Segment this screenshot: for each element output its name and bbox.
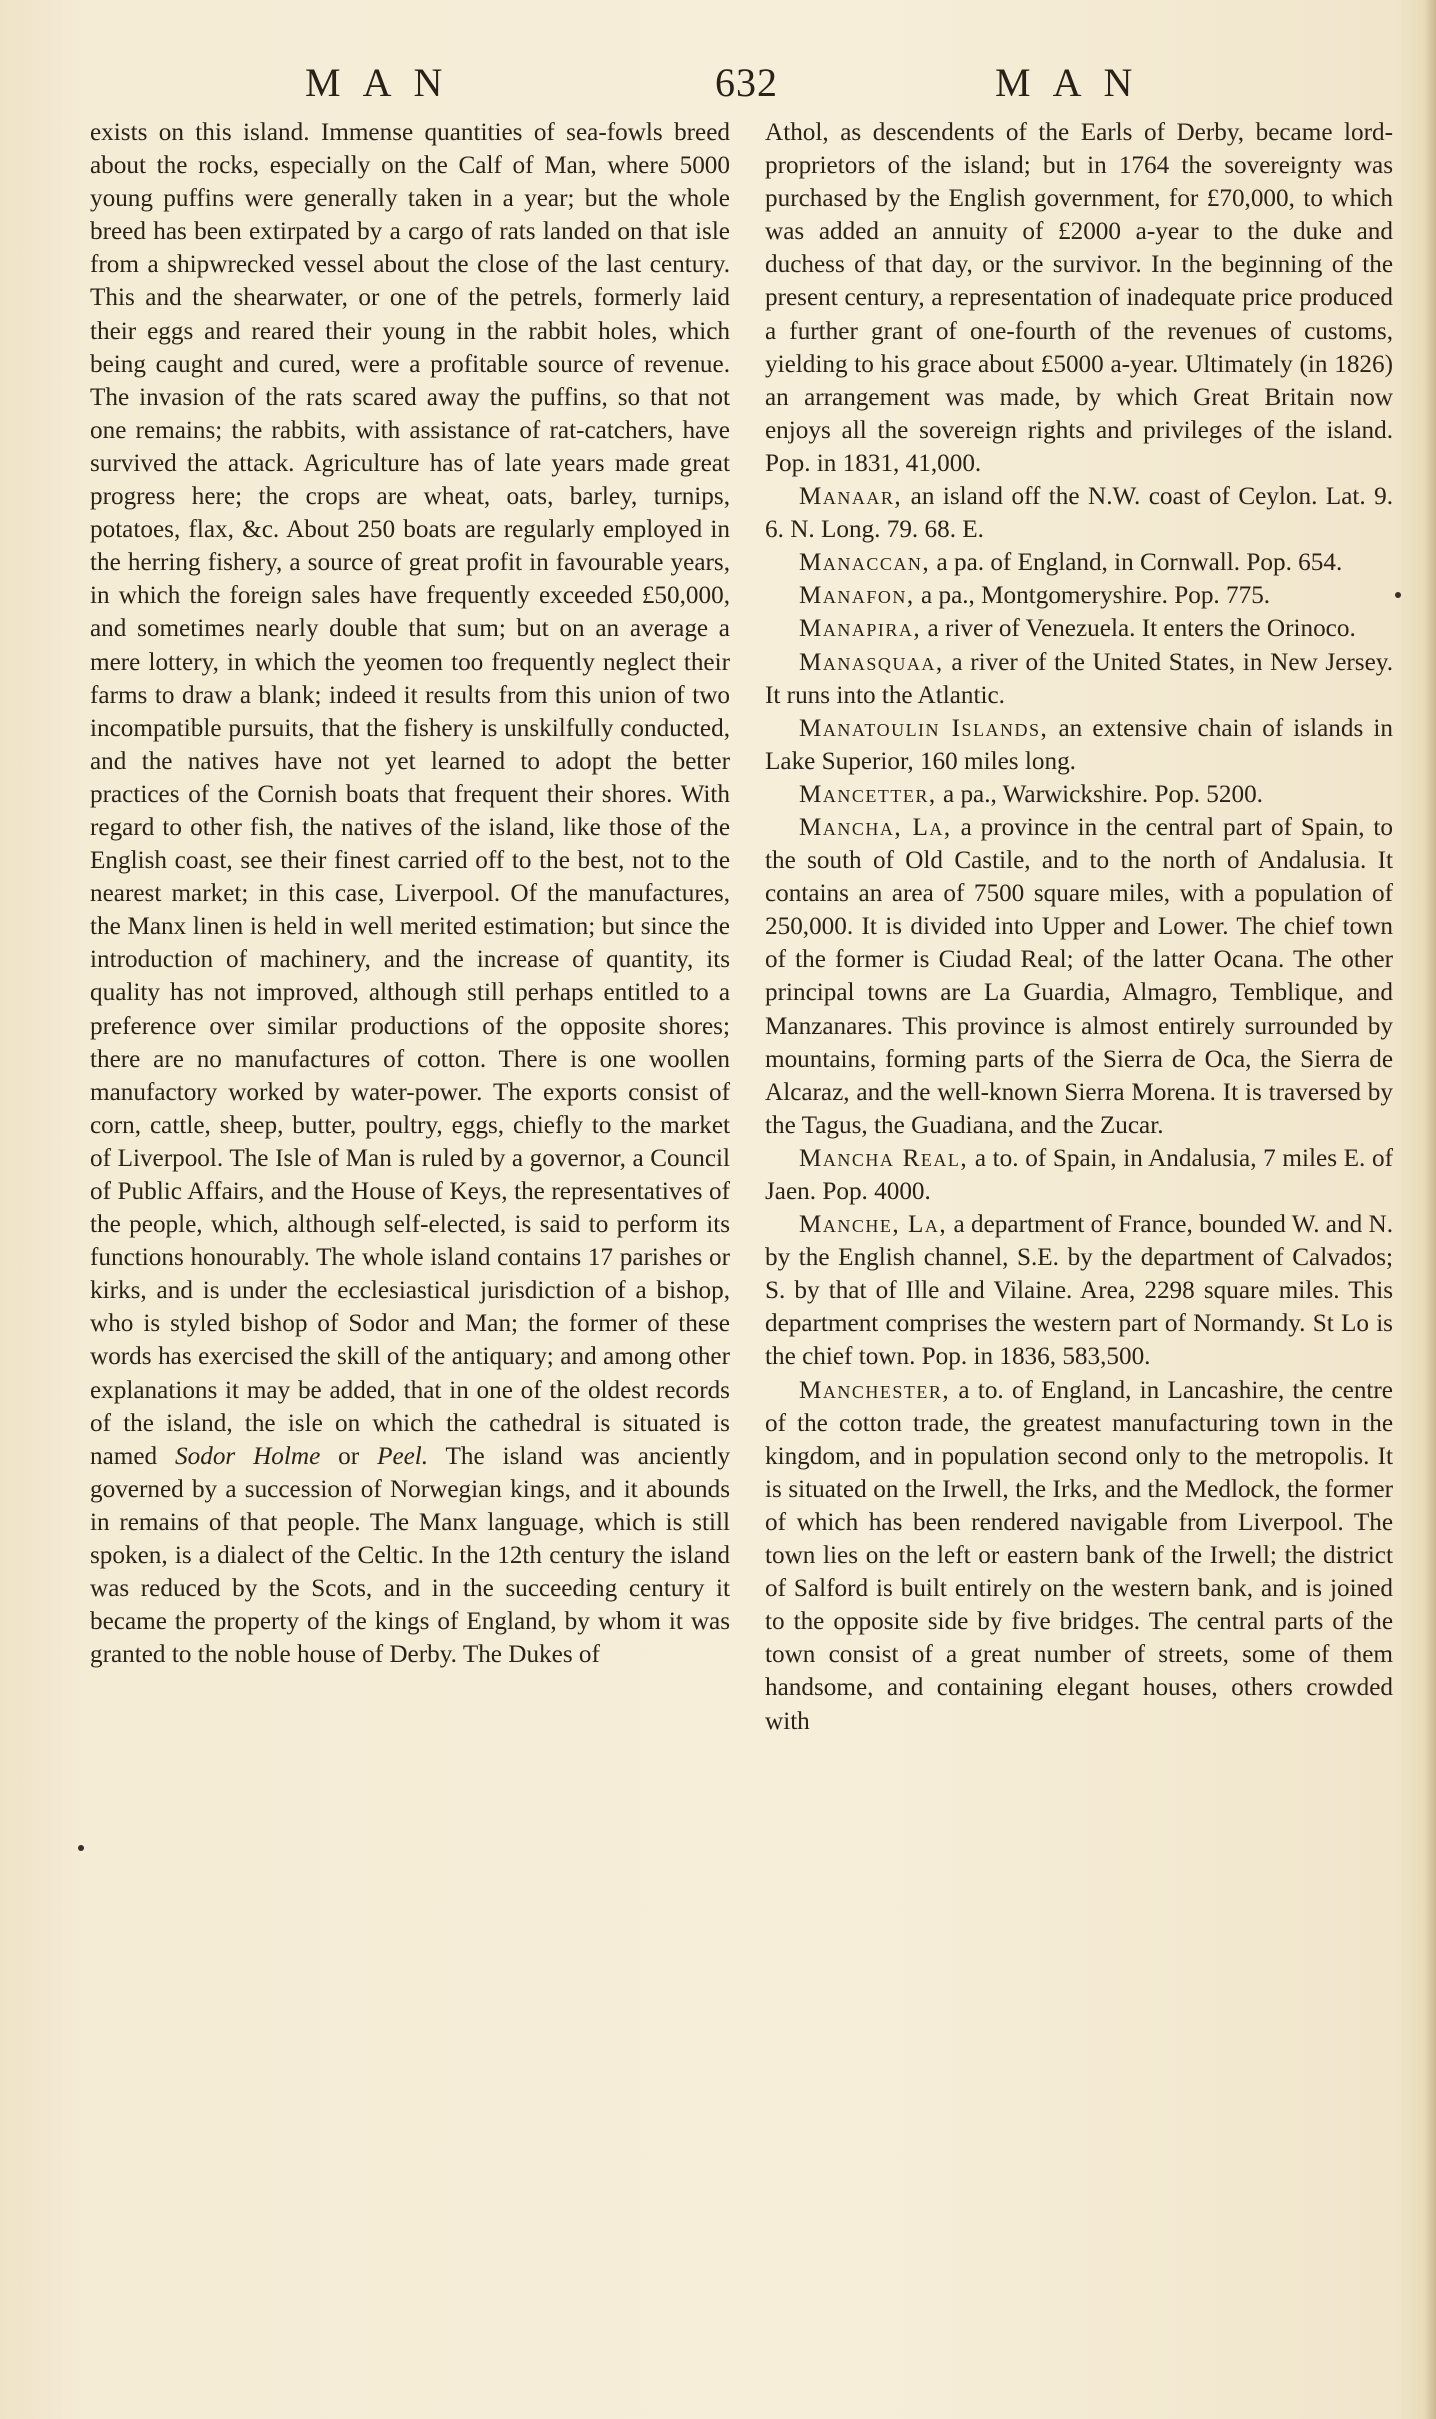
- entry-text: an extensive chain of islands in Lake Superior, 160 miles long.: [765, 714, 1393, 775]
- entry-text: a to. of England, in Lancashire, the centre of the cotton trade, the greatest manufacturing town in the kingdom, and in population second only to the metropolis. It is situated on the Irwell, the Irks, and the Medlock, the former of which has been rendered navigable from Liverpool. The town lies on the left or eastern bank of the Irwell; the district of Salford is built entirely on the western bank, and is joined to the opposite side by five bridges. The central parts of the town consist of a great number of streets, some of them handsome, and containing elegant houses, others crowded with: [765, 1376, 1393, 1735]
- page-edge-shadow: [1424, 0, 1436, 2419]
- gazetteer-entry: [765, 1374, 1393, 1738]
- entry-headword: Manatoulin Islands,: [799, 714, 1049, 742]
- gazetteer-entry: [765, 778, 1393, 811]
- entry-headword: Mancha, La,: [799, 813, 952, 841]
- entry-text: a pa., Montgomeryshire. Pop. 775.: [914, 582, 1271, 610]
- italic-term: Peel.: [377, 1442, 429, 1470]
- entry-text: a river of the United States, in New Jersey. It runs into the Atlantic.: [765, 648, 1393, 709]
- margin-dot: [1395, 592, 1401, 598]
- entry-text: a province in the central part of Spain, to the south of Old Castile, and to the north of Andalusia. It contains an area of 7500 square miles, with a population of 250,000. It is divided into Upper and Lower. The chief town of the former is Ciudad Real; of the latter Ocana. The other principal towns are La Guardia, Almagro, Temblique, and Manzanares. This province is almost entirely surrounded by mountains, forming parts of the Sierra de Oca, the Sierra de Alcaraz, and the well-known Sierra Morena. It is traversed by the Tagus, the Guadiana, and the Zucar.: [765, 813, 1393, 1139]
- gazetteer-entry: [765, 480, 1393, 546]
- entry-text: a pa. of England, in Cornwall. Pop. 654.: [930, 549, 1343, 577]
- gazetteer-entry: [765, 612, 1393, 645]
- gazetteer-entry: [765, 811, 1393, 1142]
- body-text: The island was anciently governed by a succession of Norwegian kings, and it abounds in remains of that people. The Manx language, which is still spoken, is a dialect of the Celtic. In the 12th century the island was reduced by the Scots, and in the succeeding century it became the property of the kings of England, by whom it was granted to the noble house of Derby. The Dukes of: [90, 1442, 731, 1669]
- header-left-word: MAN: [305, 60, 465, 105]
- running-header: [0, 58, 1436, 108]
- entry-headword: Mancha Real,: [799, 1144, 969, 1172]
- gazetteer-entry: [765, 579, 1393, 612]
- entry-text: a to. of Spain, in Andalusia, 7 miles E. of Jaen. Pop. 4000.: [765, 1144, 1394, 1205]
- entry-headword: Manaccan,: [799, 549, 931, 577]
- entry-headword: Manchester,: [799, 1376, 951, 1404]
- continuation-paragraph: Athol, as descendents of the Earls of Derby, became lord-proprietors of the island; but in 1764 the sovereignty was purchased by the English government, for £70,000, to which was added an annuity of £2000 a-year to the duke and duchess of that day, or the survivor. In the beginning of the present century, a representation of inadequate price produced a further grant of one-fourth of the revenues of customs, yielding to his grace about £5000 a-year. Ultimately (in 1826) an arrangement was made, by which Great Britain now enjoys all the sovereign rights and privileges of the island. Pop. in 1831, 41,000.: [765, 119, 1393, 477]
- entry-headword: Manaar,: [799, 483, 903, 511]
- entry-headword: Mancetter,: [799, 780, 937, 808]
- body-text: exists on this island. Immense quantities of sea-fowls breed about the rocks, especially on the Calf of Man, where 5000 young puffins were generally taken in a year; but the whole breed has been extirpated by a cargo of rats landed on that isle from a shipwrecked vessel about the close of the last century. This and the shearwater, or one of the petrels, formerly laid their eggs and reared their young in the rabbit holes, which being caught and cured, were a profitable source of revenue. The invasion of the rats scared away the puffins, so that not one remains; the rabbits, with assistance of rat-catchers, have survived the attack. Agriculture has of late years made great progress here; the crops are wheat, oats, barley, turnips, potatoes, flax, &c. About 250 boats are regularly employed in the herring fishery, a source of great profit in favourable years, in which the foreign sales have frequently exceeded £50,000, and sometimes nearly double that sum; but on an average a mere lottery, in which the yeomen too frequently neglect their farms to draw a blank; indeed it results from this union of two incompatible pursuits, that the fishery is unskilfully conducted, and the natives have not yet learned to adopt the better practices of the Cornish boats that frequent their shores. With regard to other fish, the natives of the island, like those of the English coast, see their finest carried off to the best, not to the nearest market; in this case, Liverpool. Of the manufactures, the Manx linen is held in well merited estimation; but since the introduction of machinery, and the increase of quantity, its quality has not improved, although still perhaps entitled to a preference over similar productions of the opposite shores; there are no manufactures of cotton. There is one woollen manufactory worked by water-power. The exports consist of corn, cattle, sheep, butter, poultry, eggs, chiefly to the market of Liverpool. The Isle of Man is ruled by a governor, a Council of Public Affairs, and the House of Keys, the representatives of the people, which, although self-elected, is said to perform its functions honourably. The whole island contains 17 parishes or kirks, and is under the ecclesiastical jurisdiction of a bishop, who is styled bishop of Sodor and Man; the former of these words has exercised the skill of the antiquary; and among other explanations it may be added, that in one of the oldest records of the island, the isle on which the cathedral is situated is named: [90, 119, 730, 1470]
- right-column: [765, 116, 1393, 1738]
- page-number: 632: [715, 60, 778, 105]
- entry-headword: Manapira,: [799, 615, 922, 643]
- entry-headword: Manafon,: [799, 582, 915, 610]
- entry-text: an island off the N.W. coast of Ceylon. Lat. 9. 6. N. Long. 79. 68. E.: [765, 483, 1393, 544]
- entry-text: a pa., Warwickshire. Pop. 5200.: [936, 780, 1263, 808]
- entry-headword: Manasquaa,: [799, 648, 944, 676]
- entry-text: a river of Venezuela. It enters the Orinoco.: [921, 615, 1356, 643]
- gazetteer-entry: [765, 1142, 1393, 1208]
- gazetteer-entry: [765, 646, 1393, 712]
- italic-term: Sodor Holme: [175, 1442, 321, 1470]
- gazetteer-entry: [765, 546, 1393, 579]
- entry-headword: Manche, La,: [799, 1211, 948, 1239]
- body-text: or: [320, 1442, 378, 1470]
- gazetteer-entries: [765, 480, 1393, 1738]
- gazetteer-entry: [765, 1208, 1393, 1373]
- header-right-word: MAN: [995, 60, 1155, 105]
- margin-dot: [78, 1845, 84, 1851]
- entry-text: a department of France, bounded W. and N. by the English channel, S.E. by the department of Calvados; S. by that of Ille and Vilaine. Area, 2298 square miles. This department comprises the western part of Normandy. St Lo is the chief town. Pop. in 1836, 583,500.: [765, 1211, 1393, 1371]
- left-column: [90, 116, 730, 1671]
- isle-of-man-continuation: [90, 116, 730, 1671]
- gazetteer-entry: [765, 712, 1393, 778]
